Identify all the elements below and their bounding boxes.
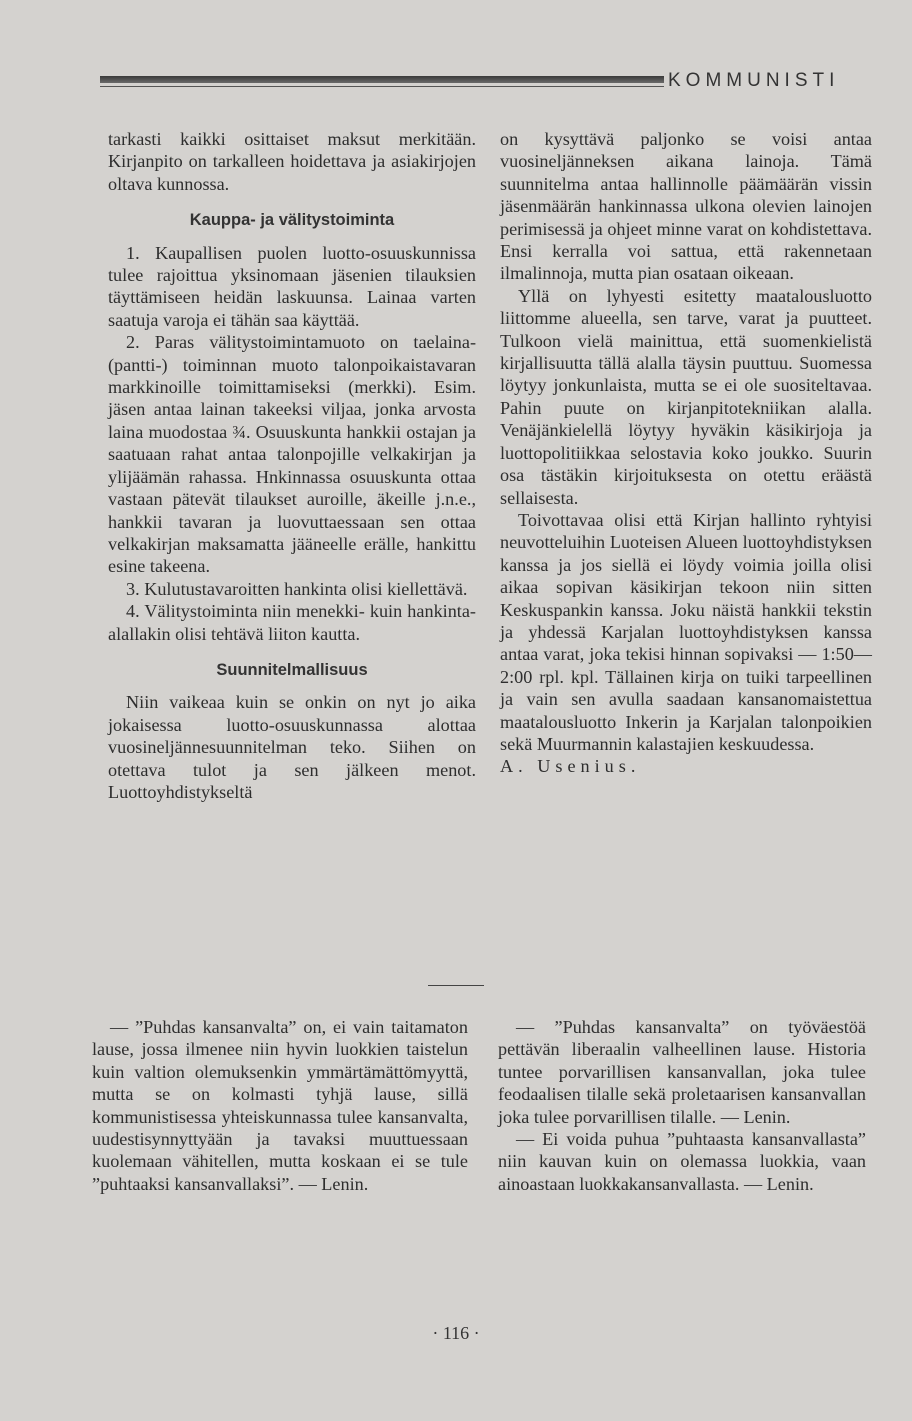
- author-signature: A. Usenius.: [500, 756, 641, 777]
- paragraph: 3. Kulutustavaroitten hankinta olisi kiellettävä.: [126, 578, 468, 599]
- section-divider: [428, 985, 484, 986]
- lenin-quote: — ”Puhdas kansanvalta” on, ei vain taitamaton lause, jossa ilmenee niin hyvin luokkien taistelun kuin valtion olemuksenkin ymmärtämättömyyttä, mutta se on kolmasti tyhjä lause, sillä kommunistisessa yhteiskunnassa tulee kansanvalta, uudestisynnyttyään ja tavaksi muuttuessaan kuolemaan vähitellen, mutta koskaan ei se tule ”puhtaaksi kansanvallaksi”. — Lenin.: [92, 1017, 468, 1194]
- paragraph: Yllä on lyhyesti esitetty maatalousluotto liittomme alueella, sen tarve, varat ja puutteet. Tulkoon vielä mainittua, että suomenkielistä kirjallisuutta tällä alalla täysin puuttuu. Suomessa löytyy jonkunlaista, mutta se ei ole suositeltavaa. Pahin puute on kirjanpitotekniikan alalla. Venäjänkielellä löytyy hyväkin käsikirjoja ja luottopolitiikkaa selostavia koko joukko. Suurin osa tästäkin kirjoituksesta on otettu eräästä sellaisesta.: [500, 285, 872, 508]
- paragraph: tarkasti kaikki osittaiset maksut merkitään. Kirjanpito on tarkalleen hoidettava ja asiakirjojen oltava kunnossa.: [108, 129, 476, 194]
- paragraph: 2. Paras välitystoimintamuoto on taelaina- (pantti-) toiminnan muoto talonpoikaistavaran markkinoille toimittamiseksi (merkki). Esim. jäsen antaa lainan takeeksi viljaa, jonka arvosta laina muodostaa ¾. Osuuskunta hankkii ostajan ja saatuaan rahat antaa talonpojille velkakirjan ja ylijäämän rahassa. Hnkinnassa osuuskunta ottaa vastaan pätevät tilaukset auroille, äkeille j.n.e., hankkii tavaran ja luovuttaessaan sen ottaa velkakirjan maksamatta jääneelle erälle, hankittu esine takeena.: [108, 332, 476, 577]
- running-head: KOMMUNISTI: [668, 70, 840, 91]
- lenin-quote: — ”Puhdas kansanvalta” on työväestöä pettävän liberaalin valheellinen lause. Historia tuntee porvarillisen kansanvallan, joka tulee feodaalisen tilalle sekä proletaarisen kansanvallan joka tulee porvarillisen tilalle. — Lenin.: [498, 1017, 866, 1127]
- header-rule: [100, 76, 664, 83]
- page-number: · 116 ·: [432, 1323, 480, 1343]
- right-column-bottom: [498, 1016, 866, 1195]
- header-rule-thin: [100, 86, 664, 87]
- paragraph: Toivottavaa olisi että Kirjan hallinto ryhtyisi neuvotteluihin Luoteisen Alueen luottoyhdistyksen kanssa ja jos siellä ei löydy voimia joilla olisi aikaa sopivan käsikirjan tekoon niin sitten Keskuspankin kanssa. Joku näistä hankkii tekstin ja yhdessä Karjalan luottoyhdistyksen kanssa antaa varat, joka tekisi hinnan sopivaksi — 1:50—2:00 rpl. kpl. Tällainen kirja on tuiki tarpeellinen ja vain sen avulla saadaan kansanomaistettua maatalousluotto Inkerin ja Karjalan talonpoikien sekä Muurmannin kalastajien keskuudessa.: [500, 509, 872, 754]
- right-column-top: [500, 128, 872, 778]
- section-heading: Kauppa- ja välitystoiminta: [189, 211, 395, 230]
- section-heading: Suunnitelmallisuus: [216, 660, 368, 679]
- paragraph: 1. Kaupallisen puolen luotto-osuuskunnissa tulee rajoittua yksinomaan jäsenien tilauksien täyttämiseen heidän laskuunsa. Lainaa varten saatuja varoja ei tähän saa käyttää.: [108, 242, 476, 330]
- left-column-top: [108, 128, 476, 803]
- left-column-bottom: [92, 1016, 468, 1195]
- paragraph: 4. Välitystoiminta niin menekki- kuin hankinta-alallakin olisi tehtävä liiton kautta.: [108, 601, 476, 644]
- paragraph: Niin vaikeaa kuin se onkin on nyt jo aika jokaisessa luotto-osuuskunnassa alottaa vuosineljännesuunnitelman teko. Siihen on otettava tulot ja sen jälkeen menot. Luottoyhdistykseltä: [108, 692, 476, 802]
- lenin-quote: — Ei voida puhua ”puhtaasta kansanvallasta” niin kauvan kuin on olemassa luokkia, vaan ainoastaan luokkakansanvallasta. — Lenin.: [498, 1129, 866, 1194]
- paragraph: on kysyttävä paljonko se voisi antaa vuosineljänneksen aikana lainoja. Tämä suunnitelma antaa hallinnolle päämäärän vissin jäsenmäärän hankinnassa ulkona olevien lainojen perimisessä ja ohjeet minne varat on kohdistettava. Ensi kerralla voi sattua, että rakennetaan ilmalinnoja, mutta pian osataan oikeaan.: [500, 129, 872, 284]
